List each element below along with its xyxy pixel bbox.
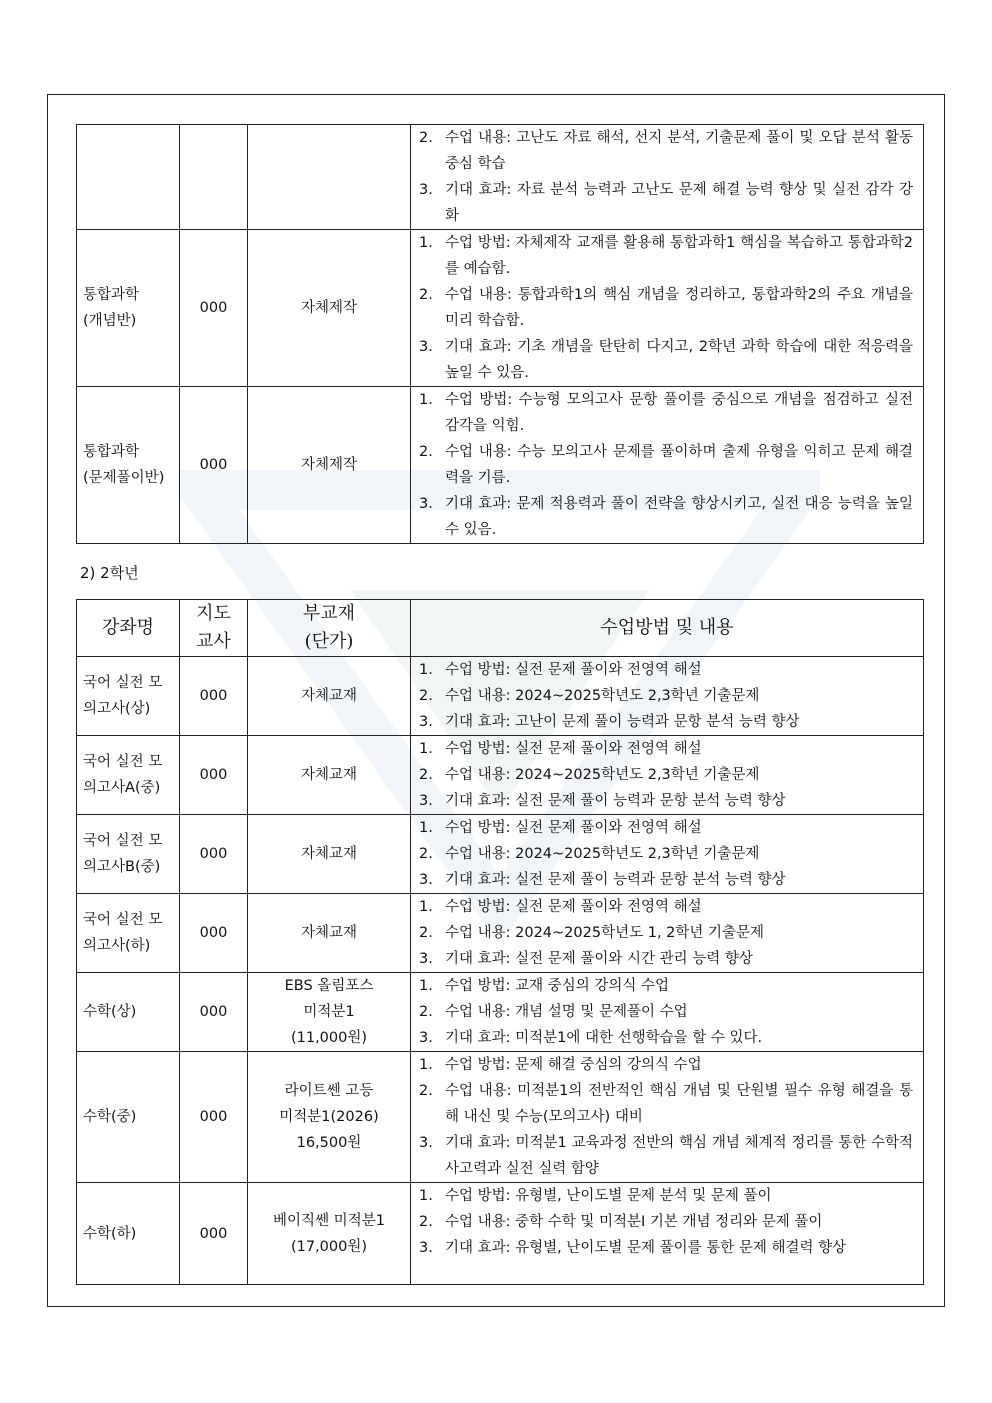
- content-cell: [411, 387, 924, 544]
- textbook-cell: EBS 올림포스 미적분1 (11,000원): [248, 973, 411, 1052]
- course-name-cell: 수학(하): [77, 1183, 180, 1285]
- course-name-cell: 국어 실전 모의고사A(중): [77, 736, 180, 815]
- content-item: 3. 기대 효과: 미적분1에 대한 선행학습을 할 수 있다.: [419, 1030, 763, 1046]
- teacher-cell: 000: [180, 894, 248, 973]
- content-item: 2. 수업 내용: 미적분1의 전반적인 핵심 개념 및 단원별 필수 유형 해결을 통해 내신 및 수능(모의고사) 대비: [419, 1083, 913, 1125]
- teacher-cell: [180, 125, 248, 230]
- content-item: 3. 기대 효과: 문제 적용력과 풀이 전략을 향상시키고, 실전 대응 능력을 높일 수 있음.: [419, 496, 913, 538]
- teacher-cell: 000: [180, 387, 248, 544]
- table-row: [77, 125, 924, 230]
- content-item: 1. 수업 방법: 유형별, 난이도별 문제 분석 및 문제 풀이: [419, 1188, 772, 1204]
- content-list: [419, 125, 913, 229]
- content-item: 3. 기대 효과: 실전 문제 풀이와 시간 관리 능력 향상: [419, 951, 753, 967]
- content-item: 1. 수업 방법: 실전 문제 풀이와 전영역 해설: [419, 820, 702, 836]
- grade1-course-table-continued: [76, 124, 924, 544]
- content-item: 1. 수업 방법: 실전 문제 풀이와 전영역 해설: [419, 899, 702, 915]
- textbook-cell: 베이직쎈 미적분1 (17,000원): [248, 1183, 411, 1285]
- content-list: [419, 657, 913, 735]
- content-item: 1. 수업 방법: 교재 중심의 강의식 수업: [419, 978, 670, 994]
- table-row: [77, 1183, 924, 1285]
- course-name-cell: 국어 실전 모의고사(하): [77, 894, 180, 973]
- course-name-cell: 수학(상): [77, 973, 180, 1052]
- content-cell: [411, 894, 924, 973]
- course-name-cell: 통합과학 (개념반): [77, 230, 180, 387]
- header-textbook: 부교재 (단가): [248, 600, 411, 657]
- content-item: 2. 수업 내용: 수능 모의고사 문제를 풀이하며 출제 유형을 익히고 문제 해결력을 기름.: [419, 444, 913, 486]
- teacher-cell: 000: [180, 1183, 248, 1285]
- header-course-name: 강좌명: [77, 600, 180, 657]
- content-item: 3. 기대 효과: 실전 문제 풀이 능력과 문항 분석 능력 향상: [419, 872, 786, 888]
- table-row: [77, 657, 924, 736]
- teacher-cell: 000: [180, 973, 248, 1052]
- content-list: [419, 1183, 913, 1261]
- teacher-cell: 000: [180, 1052, 248, 1183]
- content-item: 3. 기대 효과: 미적분1 교육과정 전반의 핵심 개념 체계적 정리를 통한 수학적 사고력과 실전 실력 함양: [419, 1135, 913, 1177]
- content-item: 2. 수업 내용: 2024~2025학년도 2,3학년 기출문제: [419, 846, 760, 862]
- textbook-cell: 라이트쎈 고등 미적분1(2026) 16,500원: [248, 1052, 411, 1183]
- table-row: [77, 1052, 924, 1183]
- content-item: 1. 수업 방법: 자체제작 교재를 활용해 통합과학1 핵심을 복습하고 통합과학2를 예습함.: [419, 235, 913, 277]
- content-item: 1. 수업 방법: 수능형 모의고사 문항 풀이를 중심으로 개념을 점검하고 실전 감각을 익힘.: [419, 392, 913, 434]
- content-list: [419, 387, 913, 543]
- content-item: 3. 기대 효과: 실전 문제 풀이 능력과 문항 분석 능력 향상: [419, 793, 786, 809]
- content-list: [419, 894, 913, 972]
- textbook-cell: 자체교재: [248, 815, 411, 894]
- content-list: [419, 1052, 913, 1182]
- content-item: 3. 기대 효과: 자료 분석 능력과 고난도 문제 해결 능력 향상 및 실전 감각 강화: [419, 182, 913, 224]
- table-row: [77, 230, 924, 387]
- content-list: [419, 815, 913, 893]
- grade2-course-table: [76, 599, 924, 1285]
- content-cell: [411, 736, 924, 815]
- table-row: [77, 736, 924, 815]
- table-row: [77, 815, 924, 894]
- content-cell: [411, 1052, 924, 1183]
- content-cell: [411, 230, 924, 387]
- content-item: 3. 기대 효과: 고난이 문제 풀이 능력과 문항 분석 능력 향상: [419, 714, 800, 730]
- content-list: [419, 973, 913, 1051]
- textbook-cell: 자체제작: [248, 387, 411, 544]
- teacher-cell: 000: [180, 736, 248, 815]
- content-cell: [411, 125, 924, 230]
- course-name-cell: 국어 실전 모의고사(상): [77, 657, 180, 736]
- course-name-cell: 국어 실전 모의고사B(중): [77, 815, 180, 894]
- content-cell: [411, 815, 924, 894]
- course-name-cell: 통합과학 (문제풀이반): [77, 387, 180, 544]
- teacher-cell: 000: [180, 230, 248, 387]
- content-item: 2. 수업 내용: 통합과학1의 핵심 개념을 정리하고, 통합과학2의 주요 개념을 미리 학습함.: [419, 287, 913, 329]
- content-item: 3. 기대 효과: 유형별, 난이도별 문제 풀이를 통한 문제 해결력 향상: [419, 1240, 847, 1256]
- teacher-cell: 000: [180, 657, 248, 736]
- content-item: 2. 수업 내용: 2024~2025학년도 2,3학년 기출문제: [419, 688, 760, 704]
- textbook-cell: 자체제작: [248, 230, 411, 387]
- teacher-cell: 000: [180, 815, 248, 894]
- textbook-cell: 자체교재: [248, 736, 411, 815]
- textbook-cell: 자체교재: [248, 657, 411, 736]
- content-list: [419, 230, 913, 386]
- table-row: [77, 387, 924, 544]
- content-item: 1. 수업 방법: 문제 해결 중심의 강의식 수업: [419, 1057, 702, 1073]
- course-name-cell: [77, 125, 180, 230]
- content-cell: [411, 1183, 924, 1285]
- table-row: [77, 894, 924, 973]
- content-item: 1. 수업 방법: 실전 문제 풀이와 전영역 해설: [419, 662, 702, 678]
- content-item: 2. 수업 내용: 2024~2025학년도 1, 2학년 기출문제: [419, 925, 765, 941]
- content-item: 2. 수업 내용: 2024~2025학년도 2,3학년 기출문제: [419, 767, 760, 783]
- header-content: 수업방법 및 내용: [411, 600, 924, 657]
- course-name-cell: 수학(중): [77, 1052, 180, 1183]
- content-item: 3. 기대 효과: 기초 개념을 탄탄히 다지고, 2학년 과학 학습에 대한 적응력을 높일 수 있음.: [419, 339, 913, 381]
- textbook-cell: [248, 125, 411, 230]
- content-item: 2. 수업 내용: 중학 수학 및 미적분Ⅰ 기본 개념 정리와 문제 풀이: [419, 1214, 823, 1230]
- header-teacher: 지도 교사: [180, 600, 248, 657]
- content-item: 2. 수업 내용: 개념 설명 및 문제풀이 수업: [419, 1004, 688, 1020]
- content-cell: [411, 657, 924, 736]
- content-item: 1. 수업 방법: 실전 문제 풀이와 전영역 해설: [419, 741, 702, 757]
- content-item: 2. 수업 내용: 고난도 자료 해석, 선지 분석, 기출문제 풀이 및 오답 분석 활동 중심 학습: [419, 130, 913, 172]
- section-heading-grade2: 2) 2학년: [80, 564, 139, 582]
- content-list: [419, 736, 913, 814]
- table-header-row: [77, 600, 924, 657]
- content-cell: [411, 973, 924, 1052]
- table-row: [77, 973, 924, 1052]
- textbook-cell: 자체교재: [248, 894, 411, 973]
